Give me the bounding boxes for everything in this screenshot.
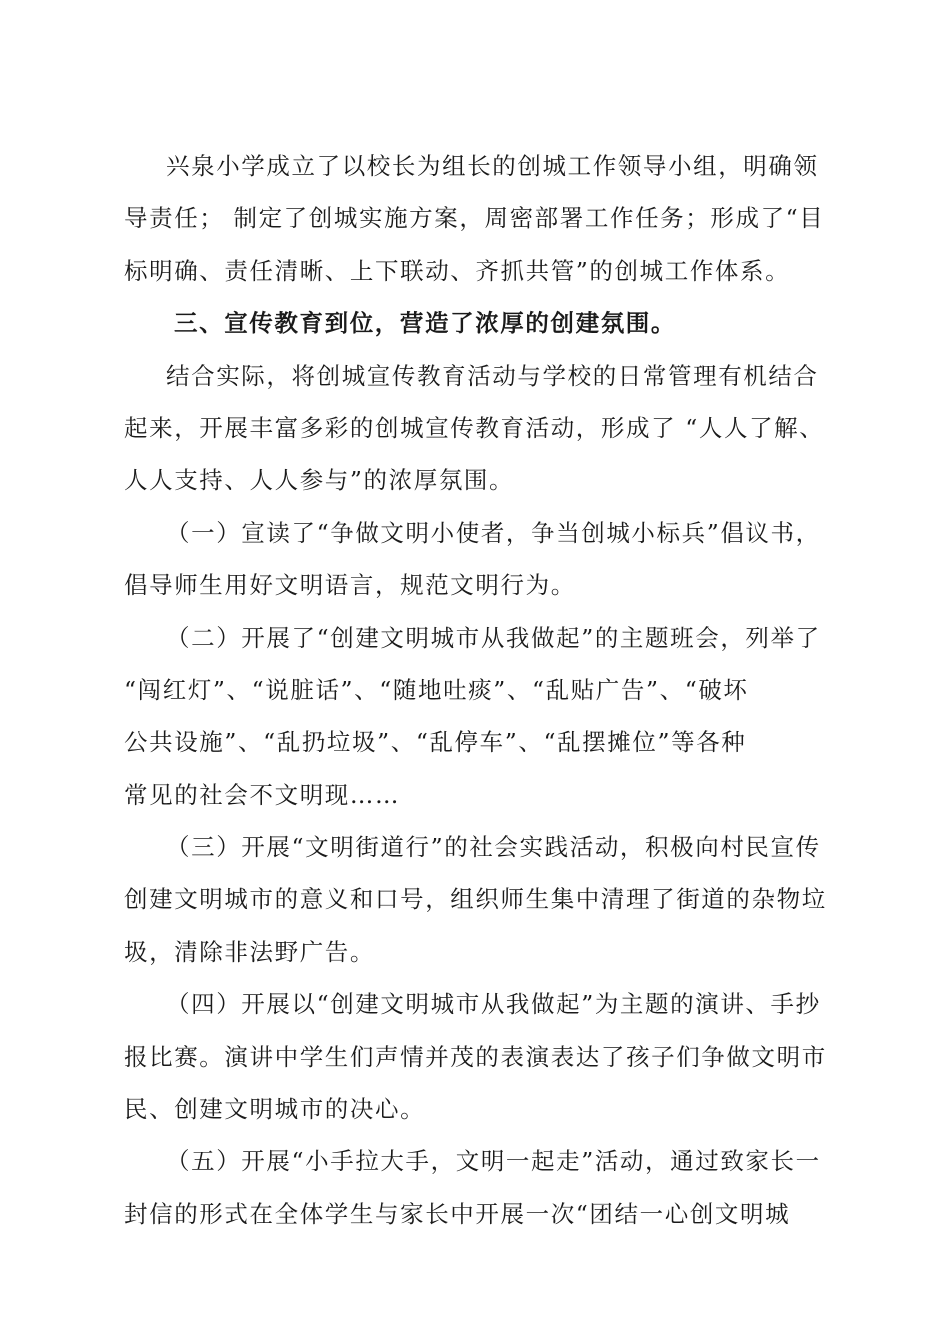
text-line: （四）开展以“创建文明城市从我做起”为主题的演讲、手抄 [166,990,821,1019]
paragraph-item-2 [124,612,828,822]
text-line: 结合实际，将创城宣传教育活动与学校的日常管理有机结合 [166,361,819,390]
text-line: 封信的形式在全体学生与家长中开展一次“团结一心创文明城 [124,1199,791,1228]
text-line: 圾，清除非法野广告。 [124,937,375,966]
text-line: 人人支持、人人参与”的浓厚氛围。 [124,466,515,495]
paragraph-item-1 [124,507,828,612]
text-line: 倡导师生用好文明语言，规范文明行为。 [124,571,576,600]
paragraph-leadership [124,140,828,297]
paragraph-item-3 [124,821,828,978]
text-line: （二）开展了“创建文明城市从我做起”的主题班会，列举了 [166,623,821,652]
paragraph-intro [124,350,828,507]
heading-line: 三、宣传教育到位，营造了浓厚的创建氛围。 [174,309,676,338]
text-line: 起来，开展丰富多彩的创城宣传教育活动，形成了 “人人了解、 [124,413,825,442]
text-line: 创建文明城市的意义和口号，组织师生集中清理了街道的杂物垃 [124,885,827,914]
text-line: 报比赛。演讲中学生们声情并茂的表演表达了孩子们争做文明市 [124,1042,827,1071]
text-line: 民、创建文明城市的决心。 [124,1095,426,1124]
paragraph-item-5 [124,1135,828,1240]
section-heading-3 [124,297,828,349]
text-line: “闯红灯”、“说脏话”、“随地吐痰”、“乱贴广告”、“破坏 [124,675,749,704]
text-line: 兴泉小学成立了以校长为组长的创城工作领导小组，明确领 [166,152,819,180]
text-line: 标明确、责任清晰、上下联动、齐抓共管”的创城工作体系。 [124,256,791,285]
text-line: （三）开展“文明街道行”的社会实践活动，积极向村民宣传 [166,833,821,862]
paragraph-item-4 [124,978,828,1135]
document-page [124,140,828,1240]
text-line: 常见的社会不文明现…… [124,780,401,809]
text-line: 导责任； 制定了创城实施方案，周密部署工作任务；形成了“目 [124,204,825,233]
text-line: 公共设施”、“乱扔垃圾”、“乱停车”、“乱摆摊位”等各种 [124,728,747,757]
text-line: （五）开展“小手拉大手，文明一起走”活动，通过致家长一 [166,1147,821,1176]
text-line: （一）宣读了“争做文明小使者，争当创城小标兵”倡议书， [166,518,821,547]
